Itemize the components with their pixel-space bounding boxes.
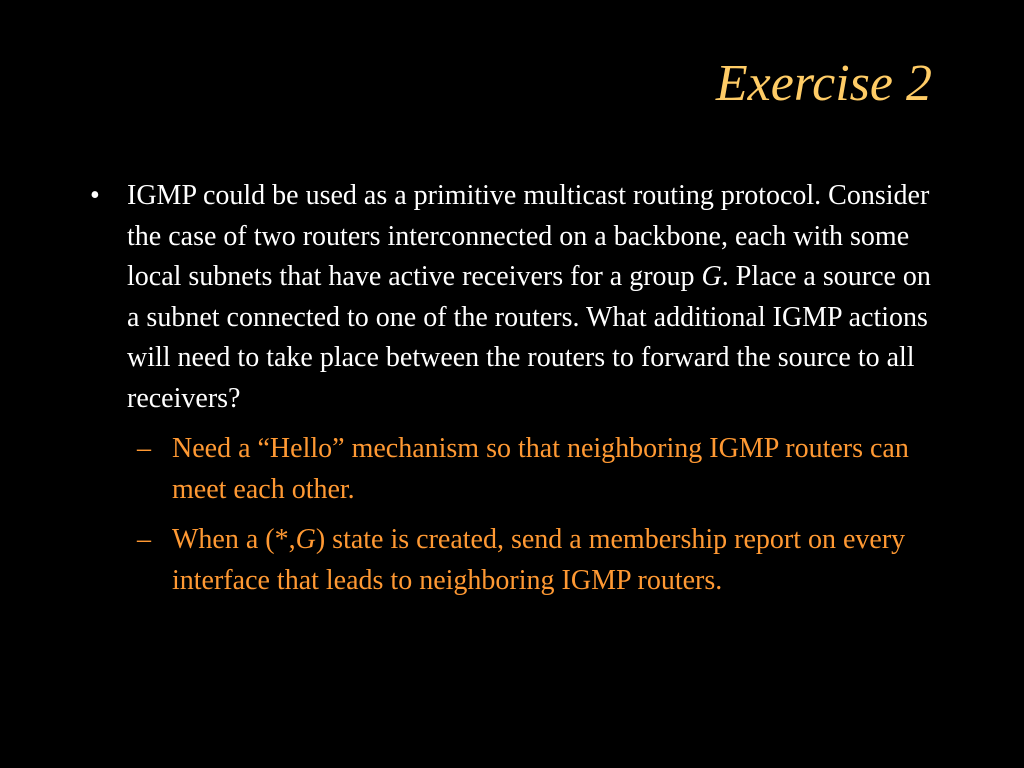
sub-item-hello xyxy=(90,429,950,510)
sub-item-text-part2: ) state is created, send a membership report on every interface that leads to neighboring IGMP routers. xyxy=(172,524,906,596)
sub-item-text-part1: When a (*, xyxy=(172,524,296,555)
slide-title: Exercise 2 xyxy=(715,55,932,112)
dash-marker: – xyxy=(137,524,151,555)
group-variable: G xyxy=(701,261,722,292)
group-variable: G xyxy=(295,524,316,555)
slide-body xyxy=(90,176,950,601)
bullet-text-part1: IGMP could be used as a primitive multicast routing protocol. Consider the case of two routers interconnected on a backbone, each with some local subnets that have active receivers for a group xyxy=(127,180,930,292)
dash-marker: – xyxy=(137,433,151,464)
sub-item-text: Need a “Hello” mechanism so that neighboring IGMP routers can meet each other. xyxy=(172,433,909,505)
sub-item-membership-report xyxy=(90,520,950,601)
bullet-item xyxy=(90,176,950,419)
bullet-text-part2: . Place a source on a subnet connected to one of the routers. What additional IGMP actions will need to take place between the routers to forward the source to all receivers? xyxy=(127,261,931,414)
bullet-marker: • xyxy=(90,180,100,211)
